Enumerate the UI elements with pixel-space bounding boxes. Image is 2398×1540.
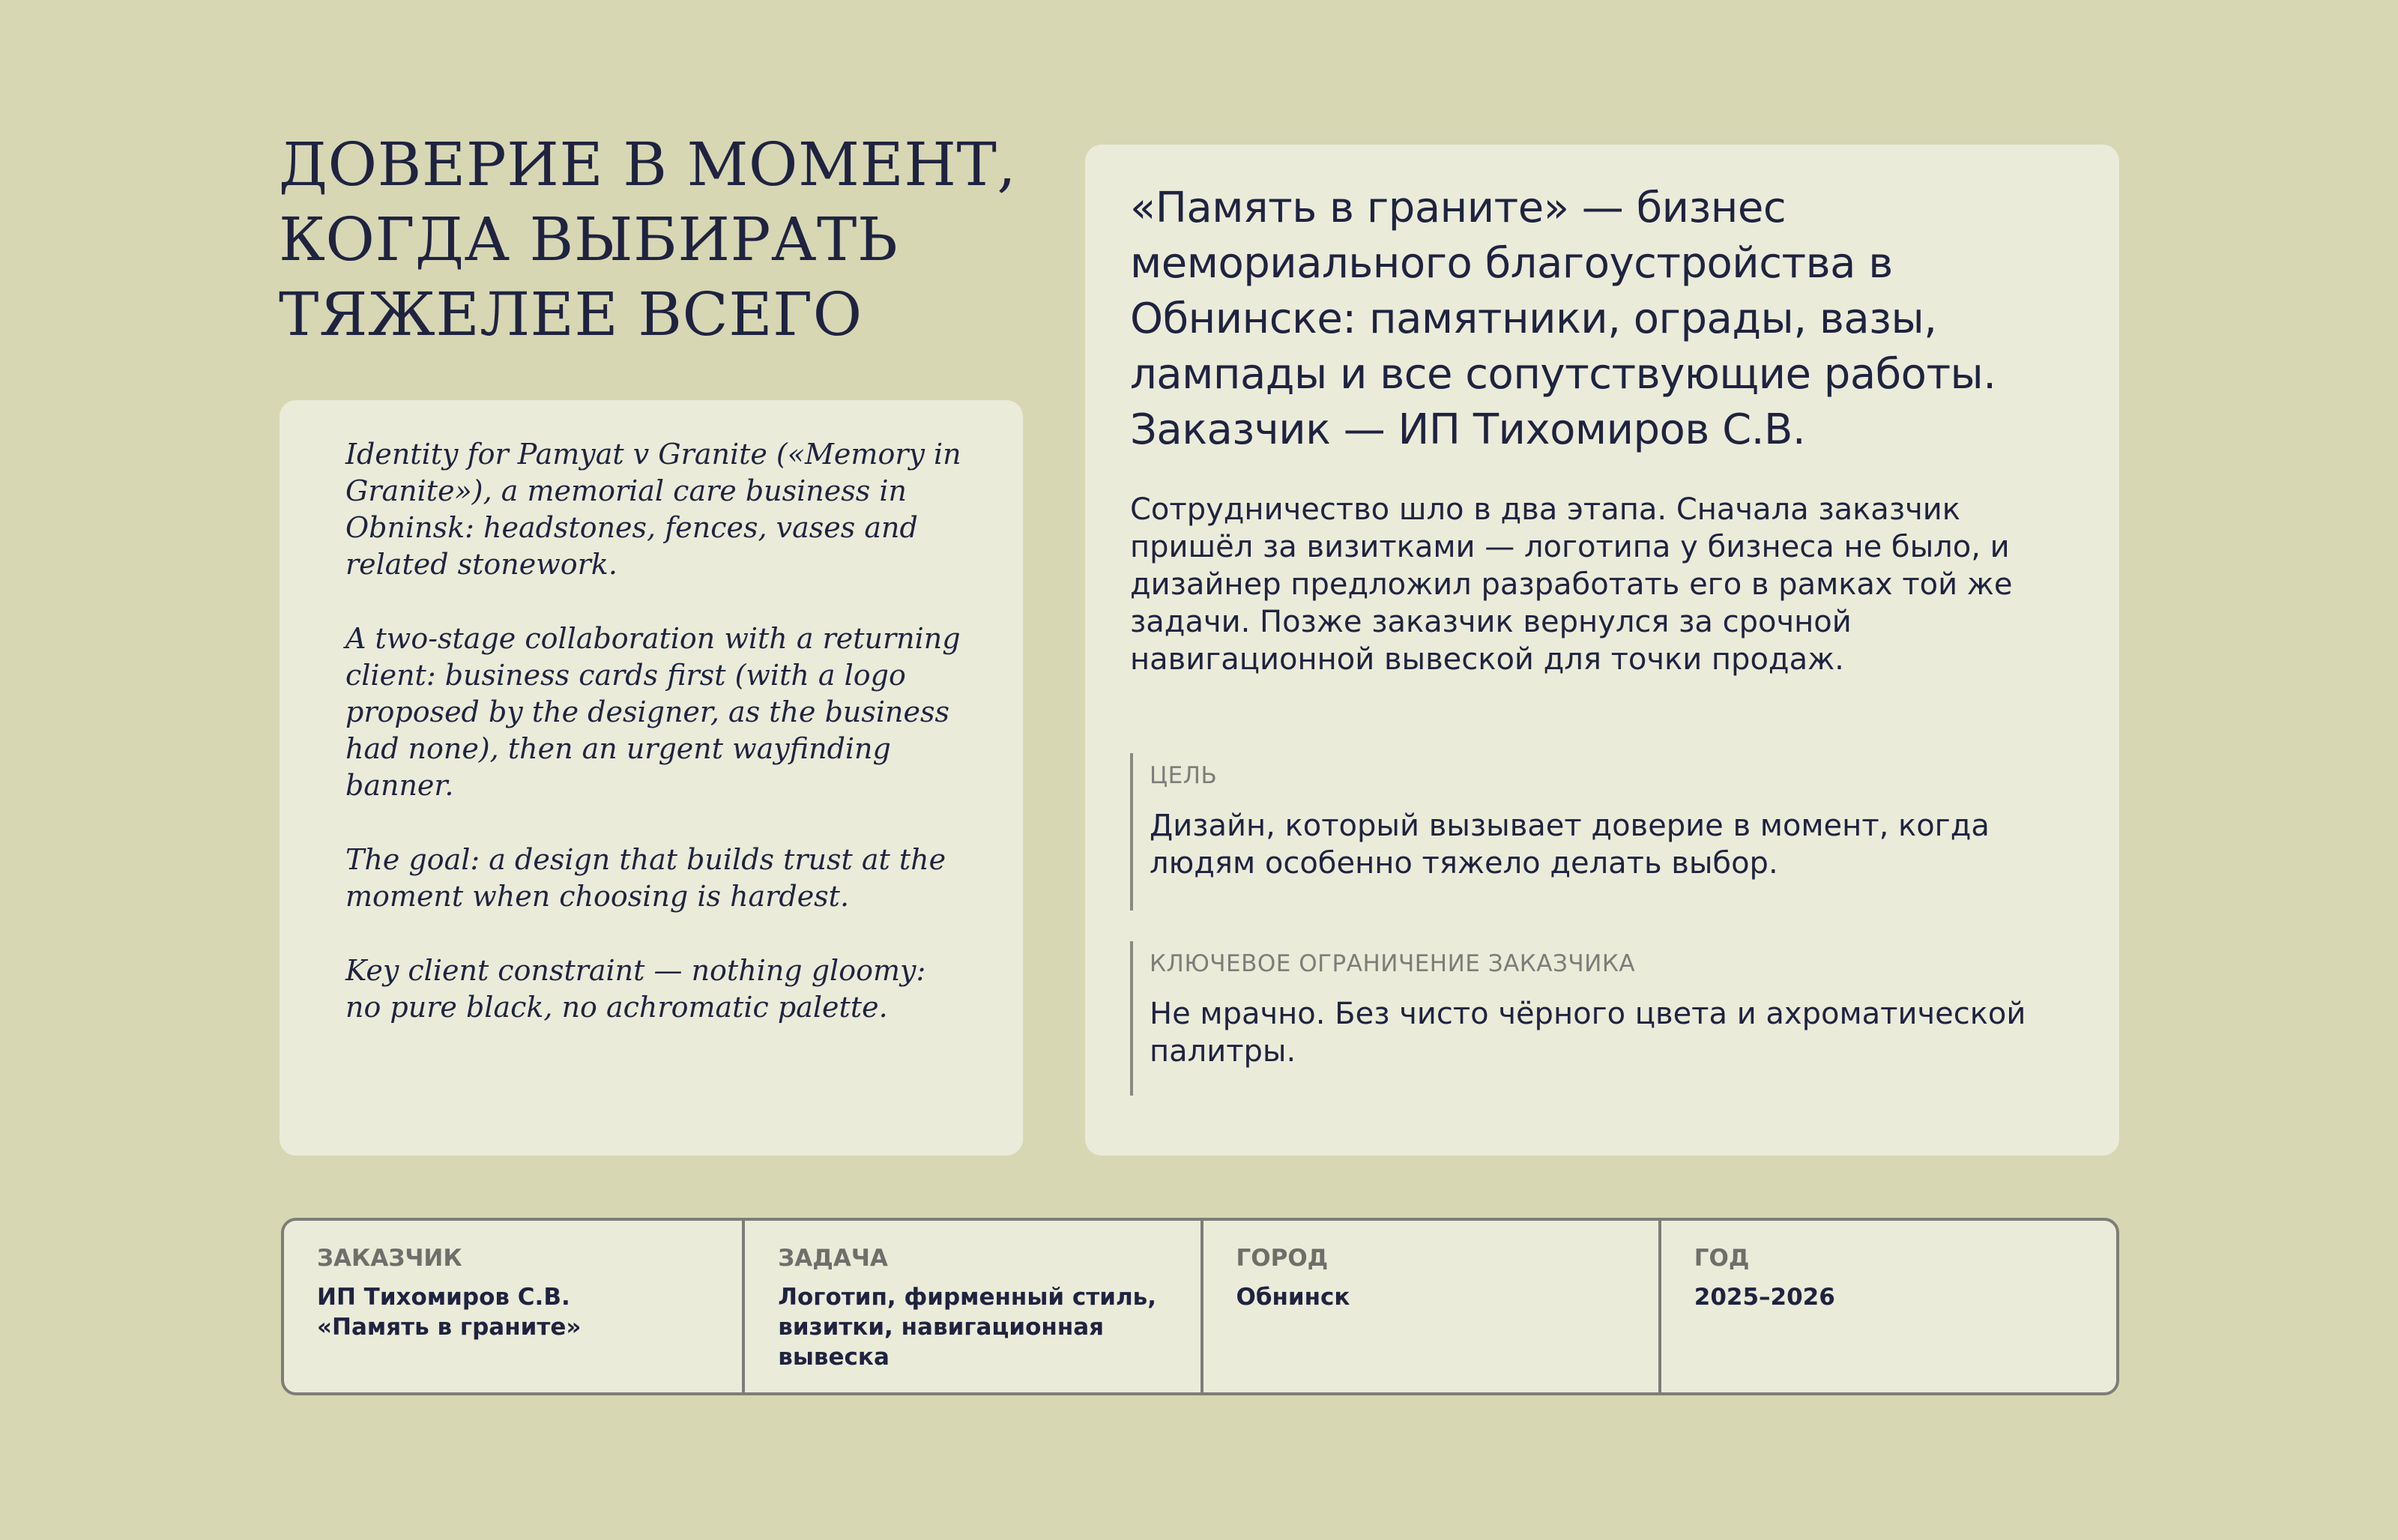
task-value: Логотип, фирменный стиль, визитки, навигационная вывеска [778,1284,1157,1371]
info-column-client [284,1221,742,1392]
goal-text: Дизайн, который вызывает доверие в момент, когда людям особенно тяжело делать выбор. [1150,809,1990,881]
info-column-task [742,1221,1200,1392]
goal-callout [1130,753,2059,911]
city-label: ГОРОД [1236,1245,1329,1272]
constraint-callout [1130,941,2059,1096]
english-summary-card [280,400,1023,1156]
year-value: 2025–2026 [1694,1284,1835,1311]
english-paragraph-collaboration: A two-stage collaboration with a returning client: business cards first (with a logo proposed by the designer, as the business had none), then an urgent wayfinding banner. [345,622,961,802]
title-line-2: КОГДА ВЫБИРАТЬ [279,205,899,274]
client-label: ЗАКАЗЧИК [317,1245,462,1272]
russian-description-card [1085,145,2119,1156]
constraint-label: КЛЮЧЕВОЕ ОГРАНИЧЕНИЕ ЗАКАЗЧИКА [1150,950,1636,977]
english-paragraph-identity: Identity for Pamyat v Granite («Memory in Granite»), a memorial care business in Obninsk: headstones, fences, vases and related stonework. [345,438,961,581]
info-column-year [1658,1221,2116,1392]
english-paragraph-goal: The goal: a design that builds trust at the moment when choosing is hardest. [345,843,946,913]
title-line-1: ДОВЕРИЕ В МОМЕНТ, [279,130,1017,199]
year-label: ГОД [1694,1245,1750,1272]
info-column-city [1200,1221,1658,1392]
collaboration-paragraph: Сотрудничество шло в два этапа. Сначала заказчик пришёл за визитками — логотипа у бизнеса не было, и дизайнер предложил разработать его в рамках той же задачи. Позже заказчик вернулся за срочной навигационной вывеской для точки продаж. [1130,492,2013,677]
project-info-table [281,1218,2119,1395]
lead-paragraph: «Память в граните» — бизнес мемориального благоустройства в Обнинске: памятники, ограды, вазы, лампады и все сопутствующие работы. Заказчик — ИП Тихомиров С.В. [1130,184,1996,454]
title-line-3: ТЯЖЕЛЕЕ ВСЕГО [279,280,863,349]
task-label: ЗАДАЧА [778,1245,888,1272]
client-value: ИП Тихомиров С.В. «Память в граните» [317,1284,582,1341]
english-paragraph-constraint: Key client constraint — nothing gloomy: no pure black, no achromatic palette. [345,954,926,1024]
city-value: Обнинск [1236,1284,1350,1311]
goal-label: ЦЕЛЬ [1150,762,1218,789]
constraint-text: Не мрачно. Без чисто чёрного цвета и ахроматической палитры. [1150,997,2026,1069]
page-title [279,127,1028,352]
